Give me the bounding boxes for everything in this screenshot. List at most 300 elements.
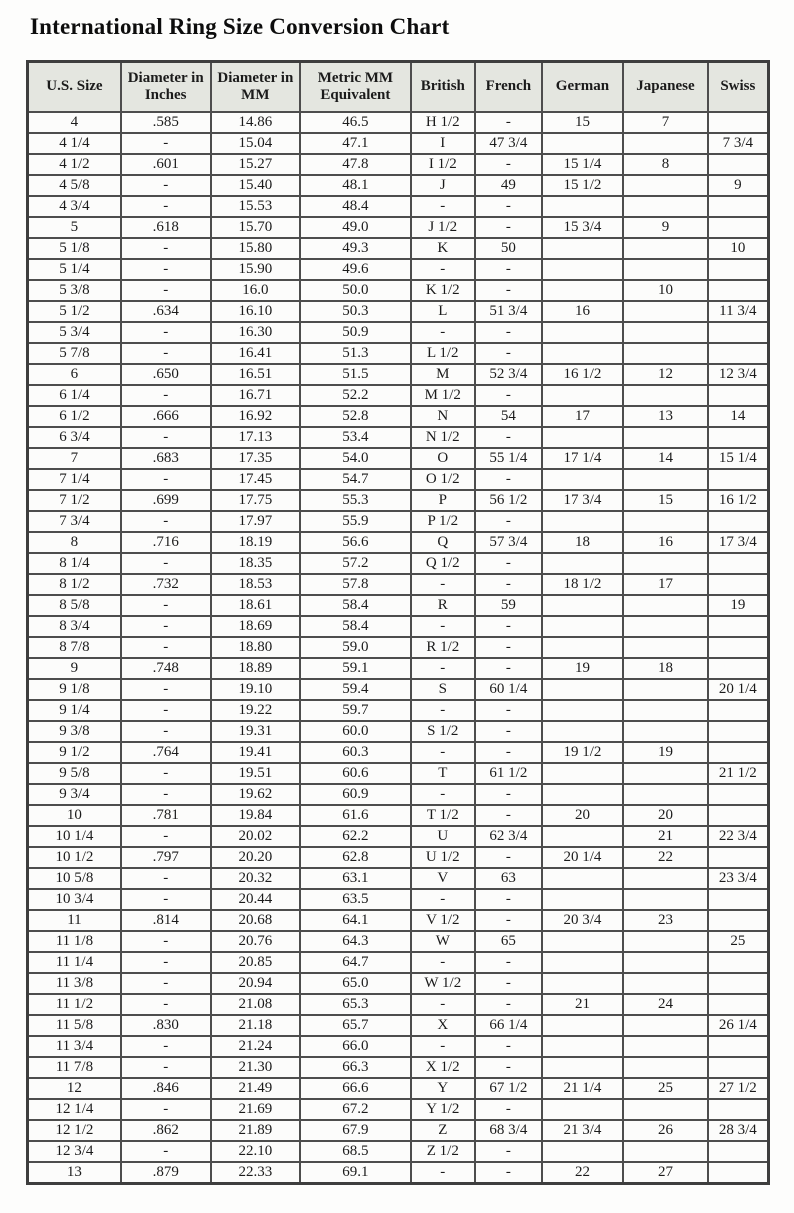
table-cell: 12 3/4: [708, 364, 769, 385]
table-cell: -: [475, 658, 542, 679]
table-row: [28, 721, 769, 742]
table-cell: N: [411, 406, 475, 427]
table-cell: 23 3/4: [708, 868, 769, 889]
table-cell: [623, 1015, 707, 1036]
table-cell: -: [475, 469, 542, 490]
table-row: [28, 385, 769, 406]
table-cell: 12 3/4: [28, 1141, 121, 1162]
table-cell: [708, 217, 769, 238]
table-cell: 17: [623, 574, 707, 595]
table-cell: 15.04: [211, 133, 301, 154]
table-cell: 8 5/8: [28, 595, 121, 616]
table-row: [28, 973, 769, 994]
table-cell: 25: [708, 931, 769, 952]
table-cell: 21.24: [211, 1036, 301, 1057]
table-cell: .797: [121, 847, 211, 868]
table-cell: -: [121, 994, 211, 1015]
table-cell: .846: [121, 1078, 211, 1099]
table-cell: [542, 427, 624, 448]
table-row: [28, 259, 769, 280]
table-cell: 19 1/2: [542, 742, 624, 763]
table-cell: 58.4: [300, 595, 410, 616]
table-cell: -: [475, 1162, 542, 1184]
table-cell: 11 3/4: [708, 301, 769, 322]
table-cell: -: [475, 1036, 542, 1057]
table-cell: 19: [708, 595, 769, 616]
table-cell: 15 1/4: [708, 448, 769, 469]
table-cell: 48.1: [300, 175, 410, 196]
table-cell: 47.8: [300, 154, 410, 175]
table-cell: W: [411, 931, 475, 952]
table-cell: -: [475, 910, 542, 931]
table-cell: [542, 259, 624, 280]
table-cell: [542, 238, 624, 259]
table-cell: [623, 1057, 707, 1078]
table-cell: 21 1/2: [708, 763, 769, 784]
table-cell: -: [475, 889, 542, 910]
table-cell: 18.80: [211, 637, 301, 658]
table-cell: L: [411, 301, 475, 322]
table-cell: 48.4: [300, 196, 410, 217]
table-cell: 47 3/4: [475, 133, 542, 154]
table-cell: 12: [623, 364, 707, 385]
table-cell: 15 3/4: [542, 217, 624, 238]
table-cell: [708, 994, 769, 1015]
table-row: [28, 1099, 769, 1120]
table-cell: 18.61: [211, 595, 301, 616]
table-row: [28, 175, 769, 196]
table-cell: 18.19: [211, 532, 301, 553]
table-cell: -: [121, 679, 211, 700]
table-cell: [708, 616, 769, 637]
table-cell: -: [475, 154, 542, 175]
table-cell: 20: [542, 805, 624, 826]
table-row: [28, 280, 769, 301]
table-cell: -: [121, 616, 211, 637]
table-cell: 15.53: [211, 196, 301, 217]
table-cell: [708, 847, 769, 868]
table-cell: 5 1/4: [28, 259, 121, 280]
table-row: [28, 700, 769, 721]
table-row: [28, 1057, 769, 1078]
table-cell: 52.8: [300, 406, 410, 427]
table-cell: J: [411, 175, 475, 196]
table-cell: 7 1/4: [28, 469, 121, 490]
table-cell: 55.9: [300, 511, 410, 532]
table-cell: 61 1/2: [475, 763, 542, 784]
table-cell: 51 3/4: [475, 301, 542, 322]
table-cell: -: [121, 385, 211, 406]
table-cell: 8 7/8: [28, 637, 121, 658]
table-cell: [542, 700, 624, 721]
table-cell: 26: [623, 1120, 707, 1141]
table-cell: -: [475, 616, 542, 637]
table-cell: 20 1/4: [542, 847, 624, 868]
table-cell: 57 3/4: [475, 532, 542, 553]
table-cell: W 1/2: [411, 973, 475, 994]
table-cell: 20.32: [211, 868, 301, 889]
table-cell: S 1/2: [411, 721, 475, 742]
table-cell: -: [121, 280, 211, 301]
table-cell: 7: [623, 112, 707, 133]
table-cell: 56.6: [300, 532, 410, 553]
table-cell: 64.1: [300, 910, 410, 931]
table-cell: 9: [623, 217, 707, 238]
table-cell: 5 3/4: [28, 322, 121, 343]
table-cell: 18.89: [211, 658, 301, 679]
table-cell: 50.0: [300, 280, 410, 301]
table-cell: [542, 973, 624, 994]
table-cell: 26 1/4: [708, 1015, 769, 1036]
table-cell: -: [121, 343, 211, 364]
table-cell: [542, 133, 624, 154]
table-cell: -: [475, 385, 542, 406]
table-cell: [542, 595, 624, 616]
table-cell: R: [411, 595, 475, 616]
table-cell: -: [121, 700, 211, 721]
table-cell: 11: [28, 910, 121, 931]
table-cell: -: [411, 1036, 475, 1057]
table-cell: -: [475, 1141, 542, 1162]
table-cell: .683: [121, 448, 211, 469]
table-cell: 27 1/2: [708, 1078, 769, 1099]
table-cell: 9: [708, 175, 769, 196]
column-header: Japanese: [623, 62, 707, 113]
table-cell: 21.18: [211, 1015, 301, 1036]
table-cell: 62 3/4: [475, 826, 542, 847]
table-cell: 18: [542, 532, 624, 553]
table-row: [28, 763, 769, 784]
table-cell: 10 1/2: [28, 847, 121, 868]
table-cell: 8: [28, 532, 121, 553]
table-cell: -: [475, 280, 542, 301]
table-cell: 69.1: [300, 1162, 410, 1184]
table-cell: 50: [475, 238, 542, 259]
table-cell: [542, 322, 624, 343]
table-row: [28, 826, 769, 847]
table-cell: 7 1/2: [28, 490, 121, 511]
table-cell: 14.86: [211, 112, 301, 133]
table-cell: -: [121, 868, 211, 889]
table-cell: -: [475, 994, 542, 1015]
table-row: [28, 784, 769, 805]
table-cell: 65: [475, 931, 542, 952]
table-cell: 59: [475, 595, 542, 616]
table-cell: .666: [121, 406, 211, 427]
table-cell: [708, 385, 769, 406]
table-cell: 15 1/2: [542, 175, 624, 196]
table-cell: -: [121, 763, 211, 784]
table-cell: [542, 1141, 624, 1162]
table-cell: 7 3/4: [28, 511, 121, 532]
table-cell: -: [121, 889, 211, 910]
table-cell: 20 3/4: [542, 910, 624, 931]
table-cell: [542, 616, 624, 637]
table-cell: [623, 1036, 707, 1057]
table-cell: 15.70: [211, 217, 301, 238]
header-row: [28, 62, 769, 113]
table-cell: .601: [121, 154, 211, 175]
table-cell: -: [475, 742, 542, 763]
table-cell: 23: [623, 910, 707, 931]
table-cell: -: [475, 574, 542, 595]
table-cell: 67.9: [300, 1120, 410, 1141]
table-cell: 15 1/4: [542, 154, 624, 175]
table-cell: 52.2: [300, 385, 410, 406]
table-cell: 9 1/2: [28, 742, 121, 763]
table-cell: [542, 826, 624, 847]
table-cell: O 1/2: [411, 469, 475, 490]
table-cell: -: [475, 973, 542, 994]
table-cell: 19: [623, 742, 707, 763]
table-cell: 12 1/4: [28, 1099, 121, 1120]
table-cell: .634: [121, 301, 211, 322]
table-cell: [623, 784, 707, 805]
table-cell: [542, 196, 624, 217]
table-row: [28, 742, 769, 763]
table-row: [28, 910, 769, 931]
table-cell: [708, 700, 769, 721]
table-cell: [542, 511, 624, 532]
table-cell: -: [411, 259, 475, 280]
table-cell: 6: [28, 364, 121, 385]
table-cell: [623, 343, 707, 364]
table-cell: 60.6: [300, 763, 410, 784]
table-cell: -: [475, 700, 542, 721]
table-cell: 16.30: [211, 322, 301, 343]
table-cell: -: [121, 511, 211, 532]
table-cell: -: [121, 931, 211, 952]
table-cell: 15: [542, 112, 624, 133]
table-row: [28, 238, 769, 259]
table-cell: H 1/2: [411, 112, 475, 133]
table-cell: 22 3/4: [708, 826, 769, 847]
table-cell: -: [475, 805, 542, 826]
table-cell: 15.80: [211, 238, 301, 259]
table-cell: 19.84: [211, 805, 301, 826]
table-cell: [623, 868, 707, 889]
table-cell: [623, 427, 707, 448]
table-cell: 54: [475, 406, 542, 427]
table-cell: -: [475, 196, 542, 217]
page-title: International Ring Size Conversion Chart: [30, 14, 450, 39]
table-row: [28, 1015, 769, 1036]
table-cell: -: [121, 427, 211, 448]
table-cell: -: [475, 1099, 542, 1120]
table-cell: 4 5/8: [28, 175, 121, 196]
table-cell: .781: [121, 805, 211, 826]
table-cell: 65.0: [300, 973, 410, 994]
table-cell: [623, 322, 707, 343]
table-cell: -: [121, 553, 211, 574]
table-cell: 11 1/4: [28, 952, 121, 973]
table-cell: 57.8: [300, 574, 410, 595]
table-cell: 10: [623, 280, 707, 301]
table-row: [28, 154, 769, 175]
table-cell: -: [411, 784, 475, 805]
table-cell: [623, 931, 707, 952]
table-cell: O: [411, 448, 475, 469]
table-cell: -: [121, 637, 211, 658]
table-cell: 4 3/4: [28, 196, 121, 217]
table-cell: 16 1/2: [542, 364, 624, 385]
table-cell: 19: [542, 658, 624, 679]
table-row: [28, 364, 769, 385]
table-cell: [708, 742, 769, 763]
table-cell: 15.40: [211, 175, 301, 196]
table-cell: 10: [28, 805, 121, 826]
table-cell: 49: [475, 175, 542, 196]
table-cell: .732: [121, 574, 211, 595]
table-cell: [542, 721, 624, 742]
table-cell: [708, 1141, 769, 1162]
table-cell: 57.2: [300, 553, 410, 574]
table-cell: -: [121, 973, 211, 994]
table-cell: 9: [28, 658, 121, 679]
table-cell: Z: [411, 1120, 475, 1141]
table-cell: 67 1/2: [475, 1078, 542, 1099]
table-cell: [623, 301, 707, 322]
table-cell: 17.75: [211, 490, 301, 511]
table-cell: 60.9: [300, 784, 410, 805]
column-header: Diameter in MM: [211, 62, 301, 113]
table-cell: 49.6: [300, 259, 410, 280]
table-cell: -: [121, 1141, 211, 1162]
table-cell: 19.31: [211, 721, 301, 742]
table-cell: I: [411, 133, 475, 154]
table-cell: 18: [623, 658, 707, 679]
table-cell: [708, 1036, 769, 1057]
table-cell: 51.5: [300, 364, 410, 385]
table-cell: 19.22: [211, 700, 301, 721]
table-cell: 20.02: [211, 826, 301, 847]
table-cell: 7: [28, 448, 121, 469]
table-cell: -: [411, 574, 475, 595]
table-cell: [623, 259, 707, 280]
table-cell: [542, 385, 624, 406]
table-cell: 6 1/4: [28, 385, 121, 406]
table-cell: 10 3/4: [28, 889, 121, 910]
table-row: [28, 553, 769, 574]
table-cell: 17.13: [211, 427, 301, 448]
table-cell: 46.5: [300, 112, 410, 133]
table-cell: -: [121, 826, 211, 847]
table-cell: -: [121, 238, 211, 259]
table-cell: 22: [623, 847, 707, 868]
table-cell: 24: [623, 994, 707, 1015]
column-header: Metric MM Equivalent: [300, 62, 410, 113]
table-cell: [542, 1015, 624, 1036]
table-cell: [623, 511, 707, 532]
table-cell: [542, 469, 624, 490]
table-cell: [623, 889, 707, 910]
table-cell: [623, 721, 707, 742]
table-cell: [708, 910, 769, 931]
table-row: [28, 574, 769, 595]
table-cell: [708, 553, 769, 574]
table-cell: -: [475, 784, 542, 805]
table-cell: [542, 763, 624, 784]
table-cell: [623, 679, 707, 700]
table-cell: 54.0: [300, 448, 410, 469]
table-row: [28, 511, 769, 532]
table-row: [28, 1162, 769, 1184]
table-cell: 7 3/4: [708, 133, 769, 154]
table-row: [28, 448, 769, 469]
table-cell: [708, 469, 769, 490]
table-cell: 22.33: [211, 1162, 301, 1184]
table-cell: [542, 679, 624, 700]
table-cell: 19.41: [211, 742, 301, 763]
table-cell: -: [411, 658, 475, 679]
table-cell: 28 3/4: [708, 1120, 769, 1141]
table-cell: 19.10: [211, 679, 301, 700]
table-cell: 8 1/2: [28, 574, 121, 595]
table-cell: 65.7: [300, 1015, 410, 1036]
table-cell: -: [121, 784, 211, 805]
table-cell: 10 1/4: [28, 826, 121, 847]
table-cell: 19.62: [211, 784, 301, 805]
table-cell: -: [475, 637, 542, 658]
table-cell: [542, 553, 624, 574]
table-cell: [623, 469, 707, 490]
table-cell: -: [411, 742, 475, 763]
table-cell: .879: [121, 1162, 211, 1184]
table-cell: 20.76: [211, 931, 301, 952]
table-cell: 17.45: [211, 469, 301, 490]
table-row: [28, 658, 769, 679]
table-cell: -: [121, 133, 211, 154]
table-cell: [623, 595, 707, 616]
table-cell: 20.85: [211, 952, 301, 973]
table-row: [28, 952, 769, 973]
table-cell: [623, 763, 707, 784]
table-cell: 8: [623, 154, 707, 175]
table-cell: [542, 931, 624, 952]
table-cell: -: [121, 259, 211, 280]
table-cell: V 1/2: [411, 910, 475, 931]
table-cell: V: [411, 868, 475, 889]
table-cell: 22: [542, 1162, 624, 1184]
table-cell: 12 1/2: [28, 1120, 121, 1141]
table-cell: .862: [121, 1120, 211, 1141]
table-cell: 13: [623, 406, 707, 427]
table-cell: U 1/2: [411, 847, 475, 868]
table-cell: .748: [121, 658, 211, 679]
table-cell: 5: [28, 217, 121, 238]
table-cell: 66.6: [300, 1078, 410, 1099]
table-cell: [542, 1057, 624, 1078]
table-cell: [708, 784, 769, 805]
table-cell: 9 1/8: [28, 679, 121, 700]
table-cell: I 1/2: [411, 154, 475, 175]
table-row: [28, 994, 769, 1015]
table-cell: 21.30: [211, 1057, 301, 1078]
table-cell: .585: [121, 112, 211, 133]
table-cell: 11 1/8: [28, 931, 121, 952]
table-cell: -: [121, 1099, 211, 1120]
table-cell: 21.49: [211, 1078, 301, 1099]
table-cell: 59.0: [300, 637, 410, 658]
table-cell: 11 3/4: [28, 1036, 121, 1057]
table-cell: 9 3/8: [28, 721, 121, 742]
table-row: [28, 196, 769, 217]
table-cell: [708, 1057, 769, 1078]
table-cell: 50.3: [300, 301, 410, 322]
table-cell: 27: [623, 1162, 707, 1184]
table-cell: [542, 280, 624, 301]
table-cell: 4 1/2: [28, 154, 121, 175]
